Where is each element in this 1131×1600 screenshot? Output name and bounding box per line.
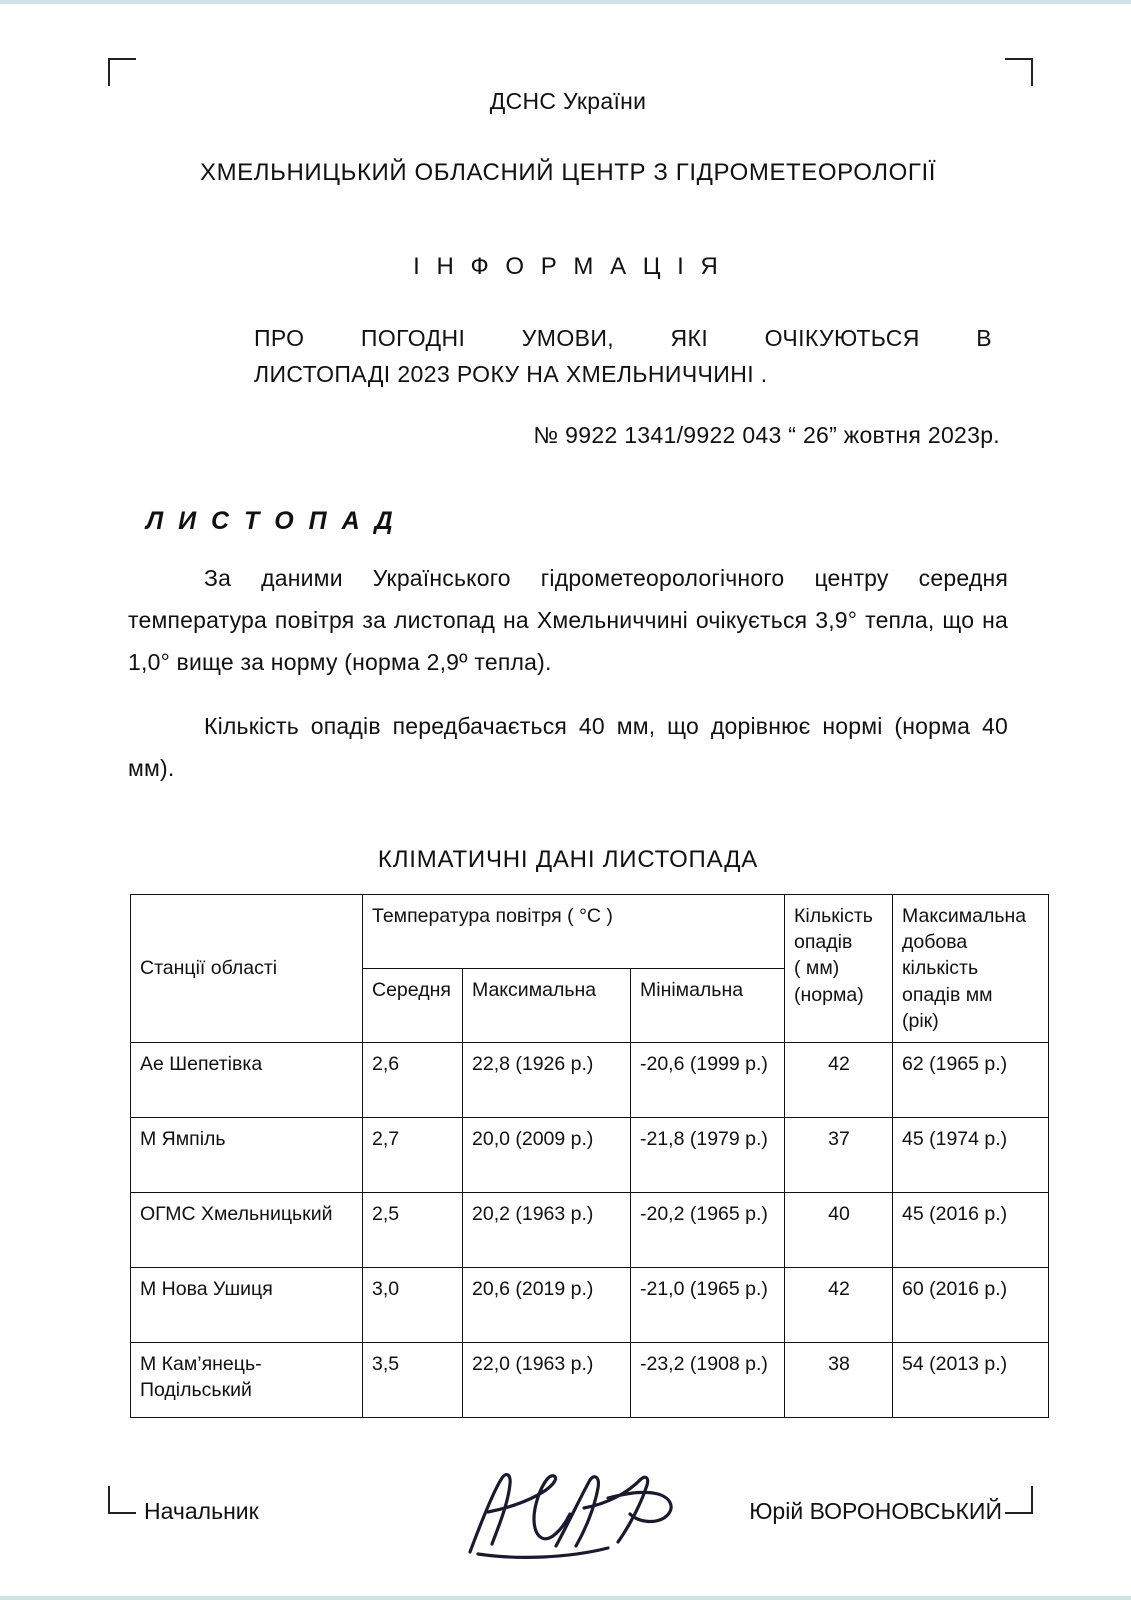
cell-station: М Кам’янець-Подільський — [131, 1343, 363, 1418]
cell-station: М Ямпіль — [131, 1118, 363, 1193]
cell-max-daily: 62 (1965 р.) — [893, 1043, 1049, 1118]
document-subject-line-2: ЛИСТОПАДІ 2023 РОКУ НА ХМЕЛЬНИЧЧИНІ . — [254, 360, 768, 387]
header-temperature-group: Температура повітря ( °C ) — [363, 894, 785, 968]
cell-maximum: 22,8 (1926 р.) — [463, 1043, 631, 1118]
cell-average: 2,7 — [363, 1118, 463, 1193]
table-row — [131, 1193, 1049, 1268]
cell-minimum: -20,2 (1965 р.) — [631, 1193, 785, 1268]
header-precipitation-l1: Кількість — [794, 904, 873, 927]
header-average: Середня — [363, 968, 463, 1042]
cell-average: 2,5 — [363, 1193, 463, 1268]
document-number: № 9922 1341/9922 043 “ 26” жовтня 2023р. — [533, 422, 1000, 449]
crop-mark-bottom-right — [1005, 1486, 1033, 1514]
cell-station: ОГМС Хмельницький — [131, 1193, 363, 1268]
header-minimum: Мінімальна — [631, 968, 785, 1042]
cell-average: 2,6 — [363, 1043, 463, 1118]
cell-precipitation: 42 — [785, 1043, 893, 1118]
cell-precipitation: 38 — [785, 1343, 893, 1418]
document-subject-line-1: ПРО ПОГОДНІ УМОВИ, ЯКІ ОЧІКУЮТЬСЯ В — [254, 325, 992, 351]
table-row — [131, 1118, 1049, 1193]
scan-edge-bottom — [0, 1596, 1131, 1600]
header-precipitation-l2: опадів — [794, 930, 853, 953]
header-precipitation-l3: ( мм) — [794, 957, 840, 980]
table-header-row-1 — [131, 894, 1049, 968]
signature-block — [128, 1472, 1008, 1562]
table-row — [131, 1043, 1049, 1118]
table-title: КЛІМАТИЧНІ ДАНІ ЛИСТОПАДА — [377, 845, 759, 873]
document-content — [128, 74, 1027, 1562]
handwritten-signature-icon — [458, 1468, 688, 1560]
paragraph-temperature-text: За даними Українського гідрометеорологічного центру середня температура повітря за листопад на Хмельниччині очікується 3,9° тепла, що на 1,0° вище за норму (норма 2,9º тепла). — [128, 565, 1008, 675]
cell-max-daily: 60 (2016 р.) — [893, 1268, 1049, 1343]
cell-station: М Нова Ушиця — [131, 1268, 363, 1343]
header-station: Станції області — [131, 894, 363, 1043]
cell-max-daily: 45 (2016 р.) — [893, 1193, 1049, 1268]
table-row — [131, 1268, 1049, 1343]
table-row — [131, 1343, 1049, 1418]
crop-mark-top-right — [1005, 58, 1033, 86]
cell-max-daily: 45 (1974 р.) — [893, 1118, 1049, 1193]
climate-data-table — [130, 894, 1049, 1419]
header-precipitation-l4: (норма) — [794, 983, 864, 1006]
paragraph-temperature — [128, 558, 1008, 684]
center-name: ХМЕЛЬНИЦЬКИЙ ОБЛАСНИЙ ЦЕНТР З ГІДРОМЕТЕОРОЛОГІЇ — [199, 159, 937, 186]
cell-station: Ае Шепетівка — [131, 1043, 363, 1118]
header-max-daily-l2: добова кількість — [902, 930, 979, 980]
header-max-daily-l4: (рік) — [902, 1009, 939, 1032]
header-precipitation — [785, 894, 893, 1043]
signer-position: Начальник — [144, 1498, 259, 1525]
header-max-daily — [893, 894, 1049, 1043]
document-subject — [128, 321, 1008, 392]
cell-average: 3,5 — [363, 1343, 463, 1418]
cell-minimum: -23,2 (1908 р.) — [631, 1343, 785, 1418]
cell-precipitation: 40 — [785, 1193, 893, 1268]
cell-maximum: 22,0 (1963 р.) — [463, 1343, 631, 1418]
cell-maximum: 20,2 (1963 р.) — [463, 1193, 631, 1268]
cell-average: 3,0 — [363, 1268, 463, 1343]
signer-name: Юрій ВОРОНОВСЬКИЙ — [749, 1498, 1002, 1525]
agency-name: ДСНС України — [489, 88, 647, 114]
month-title: Л И С Т О П А Д — [146, 507, 397, 536]
cell-precipitation: 42 — [785, 1268, 893, 1343]
paragraph-precipitation — [128, 706, 1008, 790]
cell-max-daily: 54 (2013 р.) — [893, 1343, 1049, 1418]
header-maximum: Максимальна — [463, 968, 631, 1042]
header-max-daily-l1: Максимальна — [902, 904, 1027, 927]
cell-maximum: 20,0 (2009 р.) — [463, 1118, 631, 1193]
header-max-daily-l3: опадів мм — [902, 983, 993, 1006]
document-page — [0, 4, 1131, 1596]
cell-precipitation: 37 — [785, 1118, 893, 1193]
table-head — [131, 894, 1049, 1043]
cell-minimum: -20,6 (1999 р.) — [631, 1043, 785, 1118]
table-body — [131, 1043, 1049, 1418]
cell-maximum: 20,6 (2019 р.) — [463, 1268, 631, 1343]
document-kind: І Н Ф О Р М А Ц І Я — [413, 253, 723, 280]
paragraph-precipitation-text: Кількість опадів передбачається 40 мм, що дорівнює нормі (норма 40 мм). — [128, 712, 1008, 781]
cell-minimum: -21,8 (1979 р.) — [631, 1118, 785, 1193]
cell-minimum: -21,0 (1965 р.) — [631, 1268, 785, 1343]
